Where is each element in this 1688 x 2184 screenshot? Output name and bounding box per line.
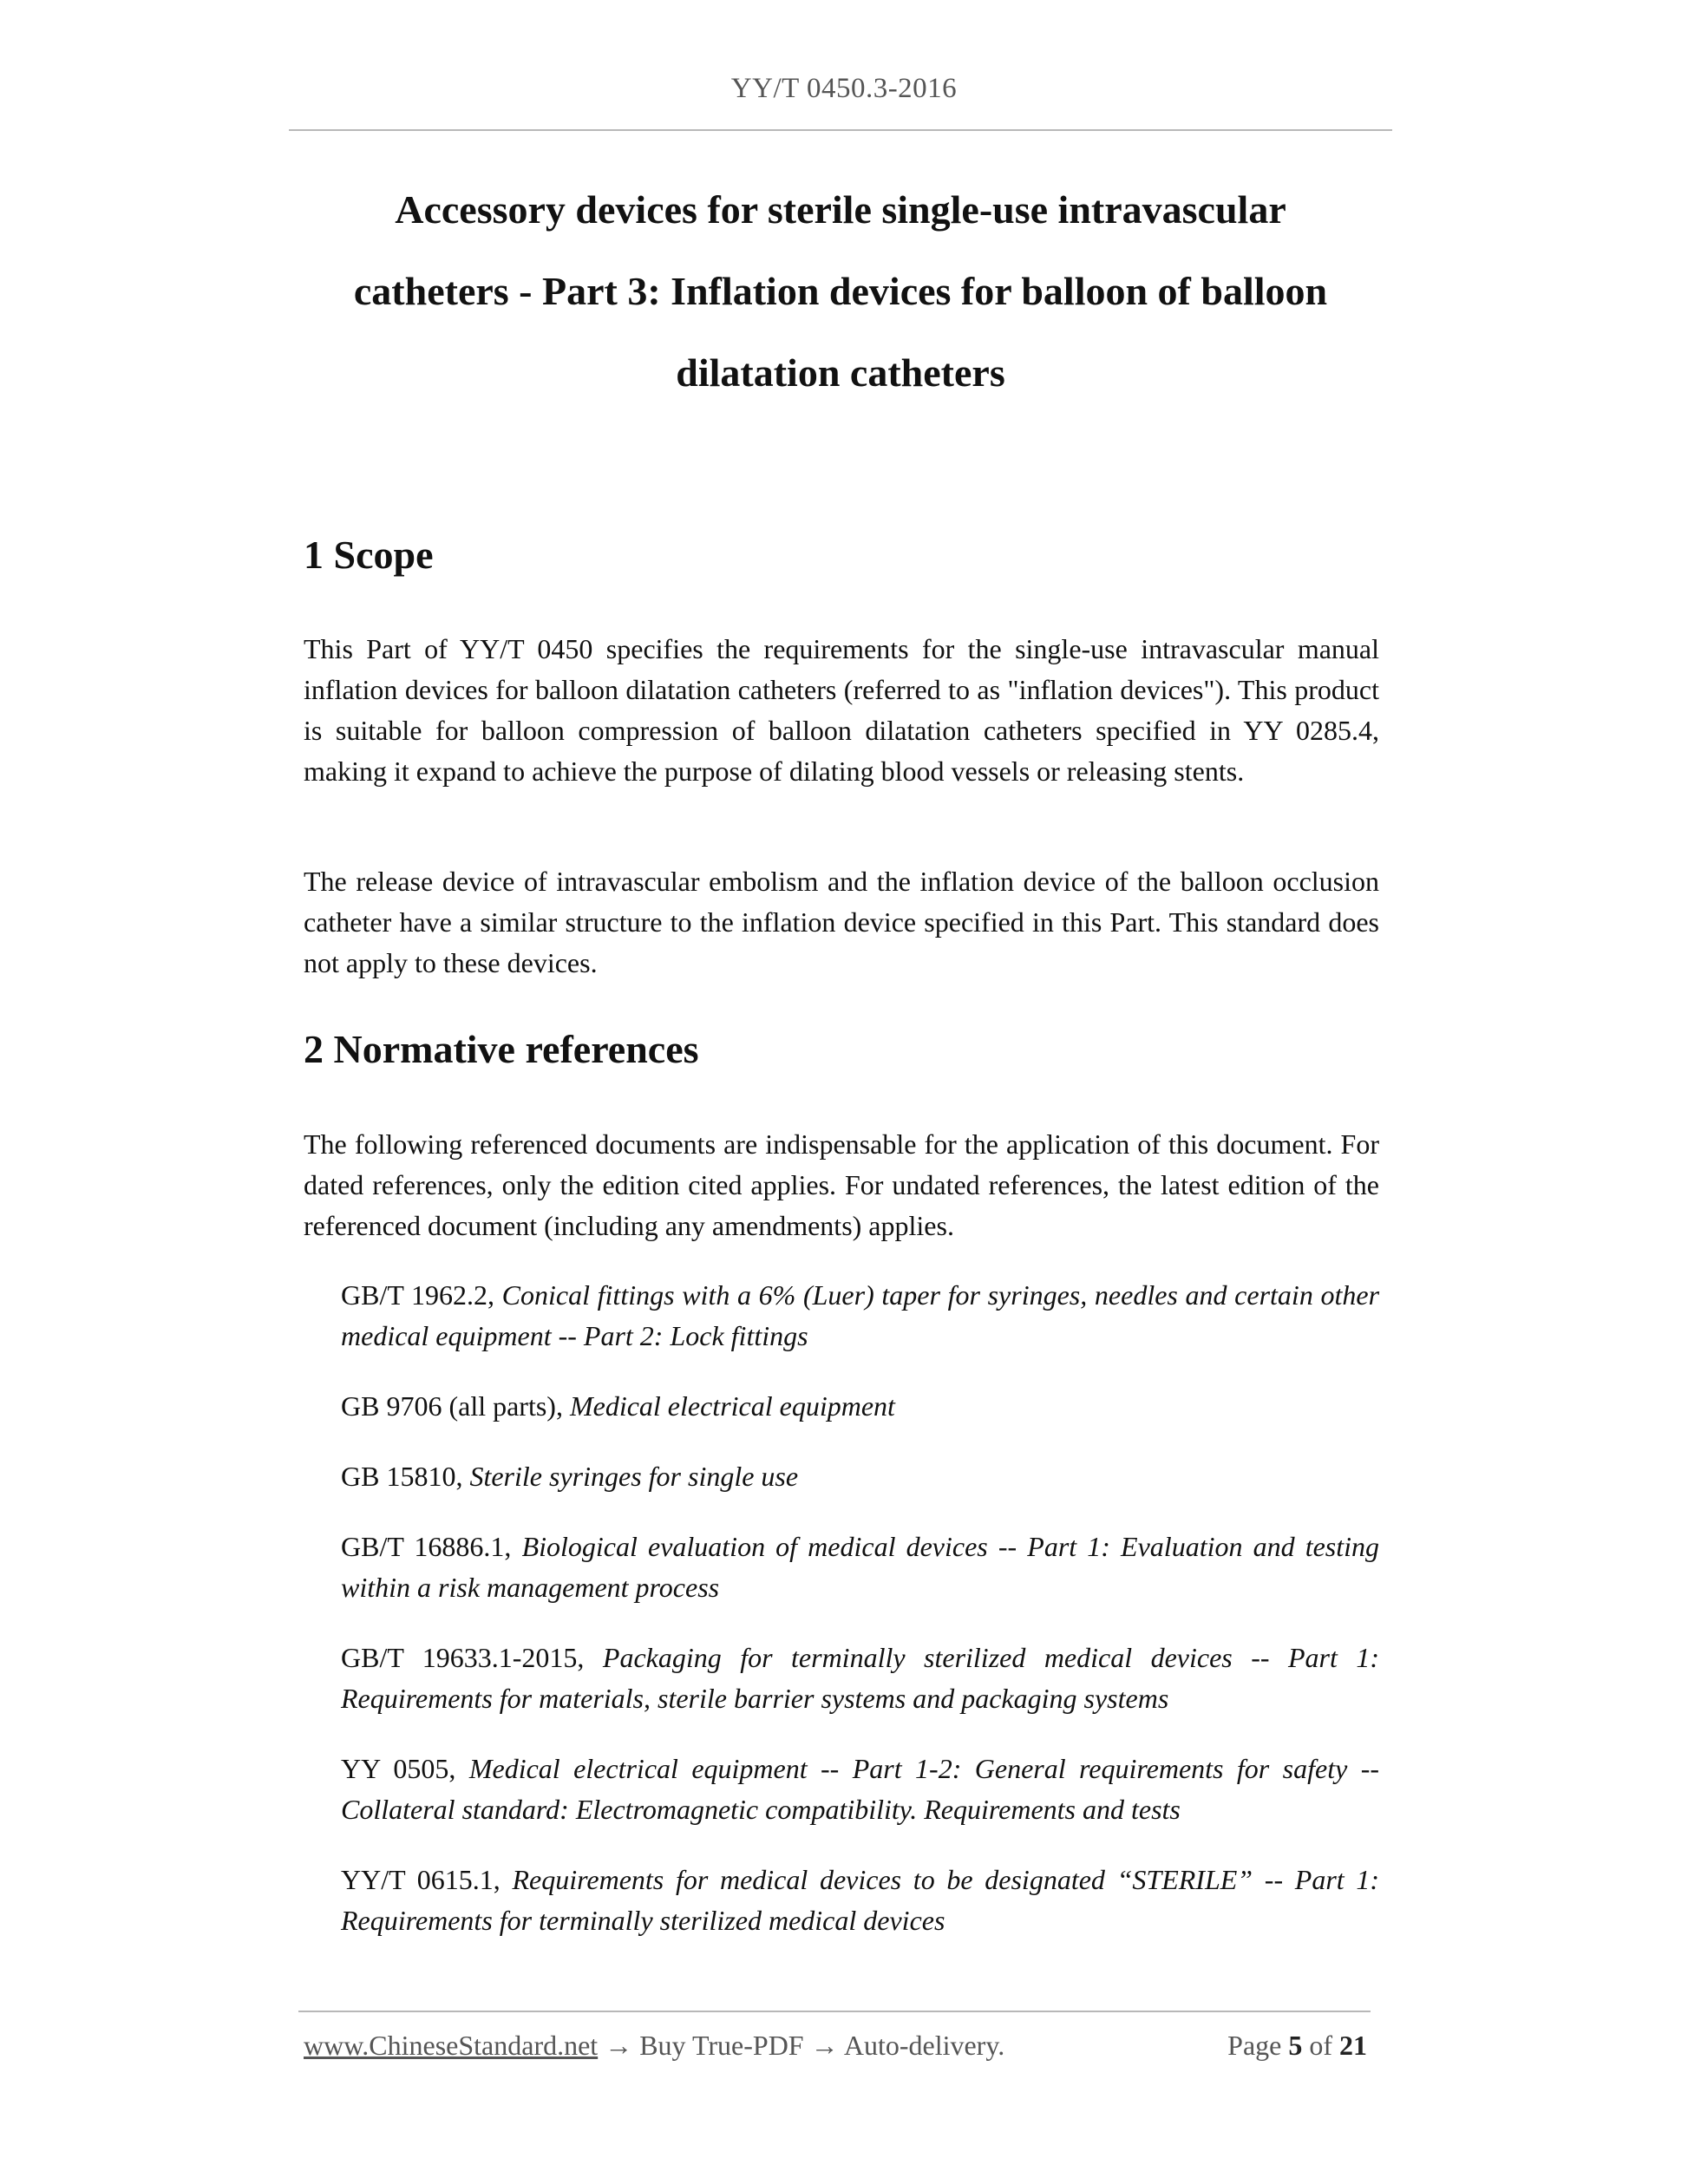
reference-item xyxy=(341,1638,1379,1719)
reference-title: Conical fittings with a 6% (Luer) taper for syringes, needles and certain other medical equipment -- Part 2: Lock fittings xyxy=(341,1279,1380,1351)
website-link[interactable]: www.ChineseStandard.net xyxy=(304,2030,599,2061)
page-label: Page xyxy=(1227,2030,1282,2061)
reference-code: GB/T 16886.1, xyxy=(341,1531,512,1562)
section-heading-scope: 1 Scope xyxy=(304,533,434,577)
footer-left xyxy=(304,2030,1004,2062)
title-line-2: catheters - Part 3: Inflation devices for balloon of balloon xyxy=(353,269,1328,313)
page-of-label: of xyxy=(1309,2030,1332,2061)
reference-title: Medical electrical equipment xyxy=(569,1390,895,1422)
document-title xyxy=(286,169,1395,414)
reference-item xyxy=(341,1527,1379,1608)
title-line-1: Accessory devices for sterile single-use intravascular xyxy=(395,187,1286,232)
title-line-3: dilatation catheters xyxy=(676,350,1005,395)
header-divider xyxy=(289,129,1392,131)
reference-code: GB 9706 (all parts), xyxy=(341,1390,563,1422)
header-standard-code: YY/T 0450.3-2016 xyxy=(730,73,958,104)
reference-code: GB 15810, xyxy=(341,1461,463,1492)
reference-item xyxy=(341,1860,1379,1941)
buy-pdf-text: Buy True-PDF xyxy=(639,2030,804,2061)
reference-code: GB/T 1962.2, xyxy=(341,1279,494,1311)
arrow-right-icon: → xyxy=(810,2030,839,2061)
reference-title: Packaging for terminally sterilized medical devices -- Part 1: Requirements for materials, sterile barrier systems and packaging systems xyxy=(341,1642,1380,1714)
reference-item xyxy=(341,1749,1379,1830)
reference-code: GB/T 19633.1-2015, xyxy=(341,1642,585,1673)
reference-title: Biological evaluation of medical devices -- Part 1: Evaluation and testing within a risk management process xyxy=(341,1531,1380,1603)
footer-divider xyxy=(298,2011,1371,2012)
arrow-right-icon: → xyxy=(605,2030,633,2061)
reference-code: YY/T 0615.1, xyxy=(341,1864,501,1895)
page-current: 5 xyxy=(1288,2030,1303,2061)
reference-list xyxy=(341,1275,1379,1971)
page-number xyxy=(1227,2030,1367,2062)
reference-title: Requirements for medical devices to be designated “STERILE” -- Part 1: Requirements for terminally sterilized medical devices xyxy=(341,1864,1380,1936)
reference-item xyxy=(341,1275,1379,1357)
page-total: 21 xyxy=(1339,2030,1367,2061)
reference-item xyxy=(341,1386,1379,1427)
reference-code: YY 0505, xyxy=(341,1753,456,1784)
reference-title: Sterile syringes for single use xyxy=(469,1461,799,1492)
scope-paragraph-1: This Part of YY/T 0450 specifies the requirements for the single-use intravascular manual inflation devices for balloon dilatation catheters (referred to as "inflation devices"). This product is suitable for balloon compression of balloon dilatation catheters specified in YY 0285.4, making it expand to achieve the purpose of dilating blood vessels or releasing stents. xyxy=(304,633,1379,787)
scope-paragraph-2: The release device of intravascular embolism and the inflation device of the balloon occlusion catheter have a similar structure to the inflation device specified in this Part. This standard does not apply to these devices. xyxy=(304,866,1379,978)
normative-references-intro: The following referenced documents are indispensable for the application of this document. For dated references, only the edition cited applies. For undated references, the latest edition of the referenced document (including any amendments) applies. xyxy=(304,1128,1379,1241)
reference-item xyxy=(341,1456,1379,1497)
reference-title: Medical electrical equipment -- Part 1-2: General requirements for safety -- Collateral standard: Electromagnetic compatibility. Requirements and tests xyxy=(341,1753,1380,1825)
auto-delivery-text: Auto-delivery. xyxy=(843,2030,1005,2061)
section-heading-normative-references: 2 Normative references xyxy=(304,1027,699,1071)
